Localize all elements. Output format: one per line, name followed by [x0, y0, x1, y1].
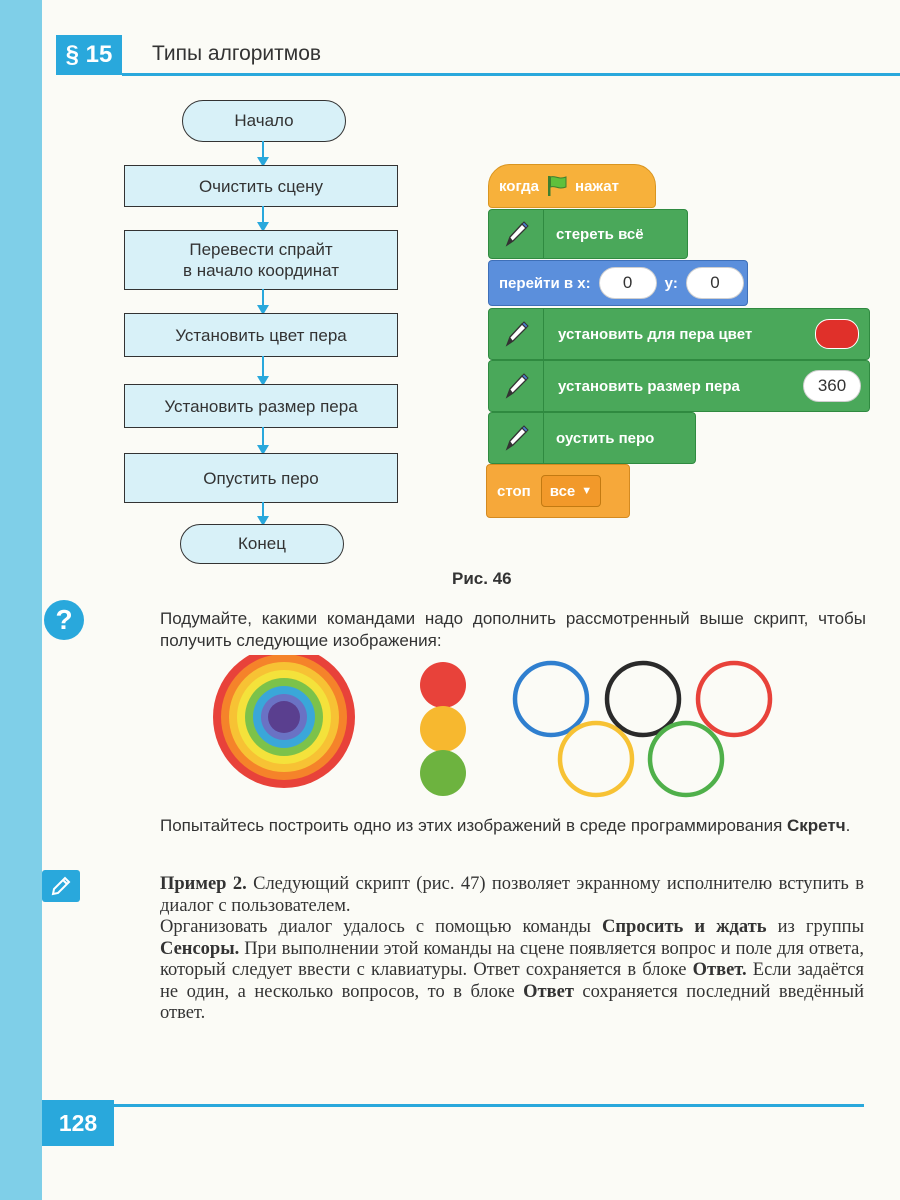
y-label: y:: [664, 274, 678, 292]
set-size-label: установить размер пера: [558, 377, 740, 395]
example-2-text: [160, 874, 864, 1025]
set-pen-size-block: [488, 360, 870, 412]
flow-arrow: [262, 356, 264, 384]
clear-block: [488, 209, 688, 259]
figure-caption: Рис. 46: [452, 569, 512, 588]
flowchart-step-size: Установить размер пера: [124, 384, 398, 428]
example-paragraph-1: [160, 874, 864, 917]
flowchart-start: Начало: [182, 100, 346, 142]
task-text: [160, 815, 866, 837]
example-text: При выполнении этой команды на сцене появляется вопрос и поле для ответа, который следует ввести с клавиатуры. Ответ сохраняется в блоке: [160, 938, 864, 980]
example-images: [200, 655, 800, 800]
pen-down-label: оустить перо: [556, 429, 655, 447]
pen-color-swatch[interactable]: [815, 319, 859, 349]
when-label: когда: [499, 177, 540, 195]
pen-icon: [501, 423, 531, 453]
flow-arrow: [262, 289, 264, 313]
pen-icon: [501, 371, 531, 401]
section-title: Типы алгоритмов: [152, 42, 322, 65]
green-flag-icon: [545, 174, 569, 198]
goto-label: перейти в x:: [499, 274, 591, 292]
flowchart-end: Конец: [180, 524, 344, 564]
example-text: из группы: [766, 917, 864, 937]
clicked-label: нажат: [575, 177, 619, 195]
set-pen-color-block: [488, 308, 870, 360]
flow-arrow: [262, 427, 264, 453]
goto-xy-block: [488, 260, 748, 306]
block-name: Ответ: [523, 981, 574, 1002]
example-text: Если задаётся не один, а несколько вопросов, то в блоке: [160, 960, 865, 1002]
page-number: 128: [42, 1100, 114, 1146]
flow-arrow: [262, 206, 264, 230]
clear-label: стереть всё: [556, 225, 644, 243]
rainbow-circles-image: [213, 655, 355, 788]
example-text: сохраняется последний введённый ответ.: [160, 981, 864, 1023]
section-badge: [56, 35, 122, 75]
pen-icon: [501, 319, 531, 349]
flow-arrow: [262, 141, 264, 165]
x-input[interactable]: 0: [599, 267, 657, 299]
y-input[interactable]: 0: [686, 267, 744, 299]
pencil-icon: [42, 870, 80, 902]
when-flag-clicked-block: [488, 164, 656, 208]
olympic-rings-image: [515, 663, 770, 795]
scratch-term: Скретч: [787, 816, 846, 835]
command-name: Спросить и ждать: [602, 917, 767, 937]
pen-tile: [489, 210, 544, 258]
pencil-glyph-icon: [49, 874, 73, 898]
example-text: Следующий скрипт (рис. 47) позволяет экранному исполнителю вступить в диалог с пользователем.: [160, 874, 864, 916]
flowchart-step-clear: Очистить сцену: [124, 165, 398, 207]
pen-size-input[interactable]: 360: [803, 370, 861, 402]
flowchart-step-color: Установить цвет пера: [124, 313, 398, 357]
pen-tile: [489, 309, 544, 359]
block-name: Ответ.: [692, 960, 747, 980]
task-text-end: .: [845, 816, 851, 835]
example-paragraph-2: [160, 917, 864, 1025]
pen-tile: [489, 413, 544, 463]
stop-label: стоп: [497, 482, 531, 500]
stop-block: [486, 464, 630, 518]
stop-option: все: [549, 482, 576, 500]
task-text-part: Попытайтесь построить одно из этих изображений в среде программирования: [160, 816, 788, 835]
example-label: Пример 2.: [160, 874, 247, 894]
pen-tile: [489, 361, 544, 411]
pen-down-block: [488, 412, 696, 464]
example-text: Организовать диалог удалось с помощью команды: [160, 917, 603, 937]
set-color-label: установить для пера цвет: [558, 325, 753, 343]
flow-arrow: [262, 502, 264, 524]
header-rule: [122, 73, 900, 76]
group-name: Сенсоры.: [160, 938, 240, 959]
chevron-down-icon: ▼: [581, 485, 593, 497]
footer-rule: [114, 1104, 864, 1107]
pen-icon: [501, 219, 531, 249]
section-number: § 15: [65, 41, 113, 68]
question-text: Подумайте, какими командами надо дополнить рассмотренный выше скрипт, чтобы получить следующие изображения:: [160, 609, 866, 650]
traffic-light-image: [420, 662, 466, 796]
flowchart-step-pendown: Опустить перо: [124, 453, 398, 503]
question-icon: ?: [44, 600, 84, 640]
stop-dropdown[interactable]: [541, 475, 601, 507]
flowchart-step-move: Перевести спрайт в начало координат: [124, 230, 398, 290]
